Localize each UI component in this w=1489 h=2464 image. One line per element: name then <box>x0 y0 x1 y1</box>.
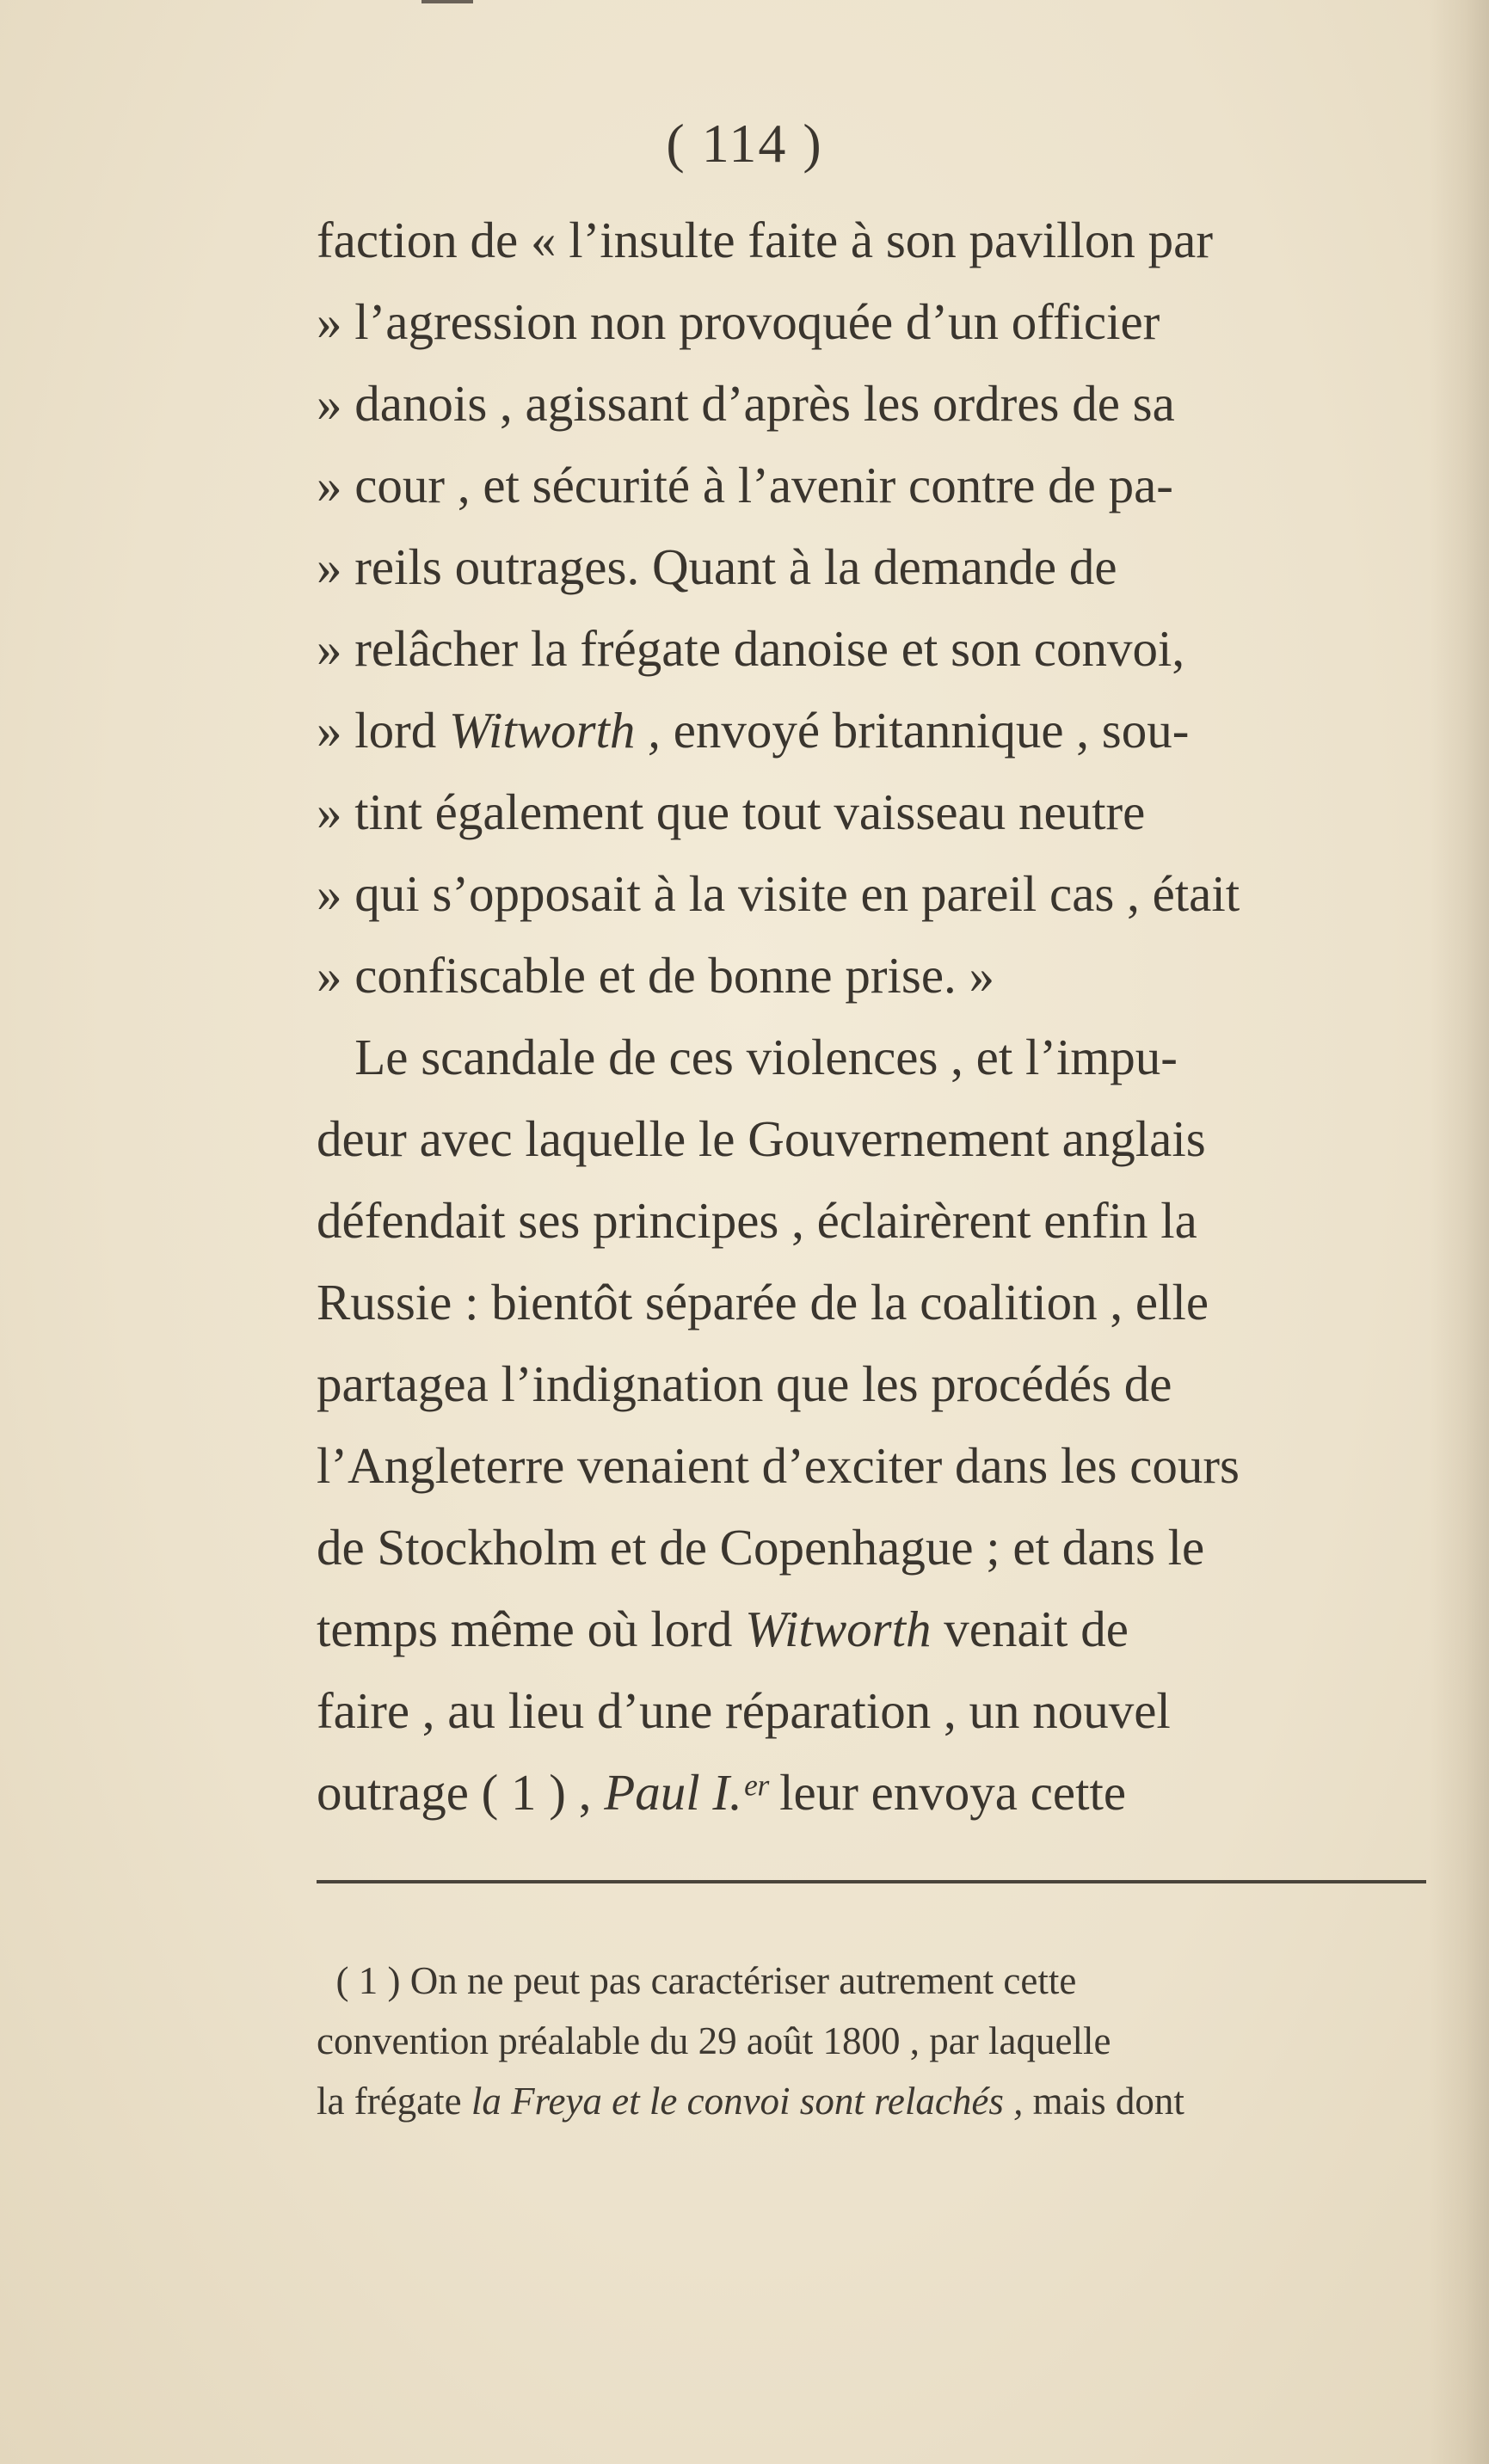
body-text-run: » relâcher la frégate danoise et son convoi, <box>317 620 1185 677</box>
body-line <box>317 608 1435 690</box>
body-text-run: » l’agression non provoquée d’un officier <box>317 293 1160 350</box>
body-text-run: temps même où lord <box>317 1601 746 1657</box>
body-line <box>317 363 1435 445</box>
body-text-run: faire , au lieu d’une réparation , un nouvel <box>317 1682 1171 1739</box>
page-edge-shadow <box>1429 0 1489 2464</box>
footnote-text-run: ( 1 ) On ne peut pas caractériser autrement cette <box>317 1959 1077 2002</box>
footnote-text-run: la Freya et le convoi sont relachés , <box>471 2080 1024 2123</box>
body-line <box>317 200 1435 281</box>
body-line <box>317 445 1435 526</box>
footnote-text-run: la frégate <box>317 2080 471 2123</box>
body-text-run: partagea l’indignation que les procédés de <box>317 1355 1172 1412</box>
body-text-run: » tint également que tout vaisseau neutre <box>317 783 1146 840</box>
body-line <box>317 1425 1435 1507</box>
body-text-run: venait de <box>931 1601 1129 1657</box>
body-text-run: » danois , agissant d’après les ordres de sa <box>317 375 1175 432</box>
body-line <box>317 1588 1435 1670</box>
body-line <box>317 935 1435 1017</box>
body-line <box>317 1343 1435 1425</box>
body-text-run: deur avec laquelle le Gouvernement anglais <box>317 1110 1206 1167</box>
body-text-run: l’Angleterre venaient d’exciter dans les cours <box>317 1437 1240 1494</box>
page-number: ( 114 ) <box>666 113 823 174</box>
footnote-text-run: convention préalable du 29 août 1800 , par laquelle <box>317 2019 1111 2062</box>
footnote-line <box>317 1951 1435 2011</box>
body-text-run: envoyé britannique , sou- <box>660 702 1190 759</box>
footnote <box>317 1951 1435 2131</box>
body-text-run: Paul I.ᵉʳ <box>604 1764 767 1821</box>
body-line <box>317 771 1435 853</box>
footnote-separator-rule <box>317 1880 1426 1883</box>
footnote-text-run: mais dont <box>1023 2080 1184 2123</box>
body-text-run: Witworth <box>745 1601 932 1657</box>
body-text-run: outrage ( 1 ) , <box>317 1764 605 1821</box>
body-line <box>317 1098 1435 1180</box>
body-line <box>317 1507 1435 1588</box>
top-edge-mark <box>421 0 473 3</box>
body-text-run: leur envoya cette <box>766 1764 1127 1821</box>
body-line <box>317 1017 1435 1098</box>
body-line <box>317 281 1435 363</box>
body-text-run: Witworth , <box>449 702 661 759</box>
body-text-run: » qui s’opposait à la visite en pareil cas , était <box>317 865 1240 922</box>
body-line <box>317 1180 1435 1262</box>
body-line <box>317 853 1435 935</box>
body-text-run: Le scandale de ces violences , et l’impu- <box>317 1029 1178 1085</box>
body-text-run: » confiscable et de bonne prise. » <box>317 947 995 1004</box>
body-line <box>317 1670 1435 1752</box>
body-text-run: » reils outrages. Quant à la demande de <box>317 538 1117 595</box>
body-line <box>317 1752 1435 1834</box>
body-line <box>317 690 1435 771</box>
footnote-line <box>317 2011 1435 2071</box>
body-text <box>317 200 1435 1834</box>
body-text-run: » cour , et sécurité à l’avenir contre de pa- <box>317 457 1173 513</box>
body-text-run: » lord <box>317 702 450 759</box>
footnote-line <box>317 2071 1435 2131</box>
body-text-run: faction de « l’insulte faite à son pavillon par <box>317 212 1214 268</box>
body-text-run: défendait ses principes , éclairèrent enfin la <box>317 1192 1197 1249</box>
body-line <box>317 526 1435 608</box>
body-line <box>317 1262 1435 1343</box>
body-text-run: de Stockholm et de Copenhague ; et dans le <box>317 1519 1205 1576</box>
body-text-run: Russie : bientôt séparée de la coalition , elle <box>317 1274 1209 1330</box>
